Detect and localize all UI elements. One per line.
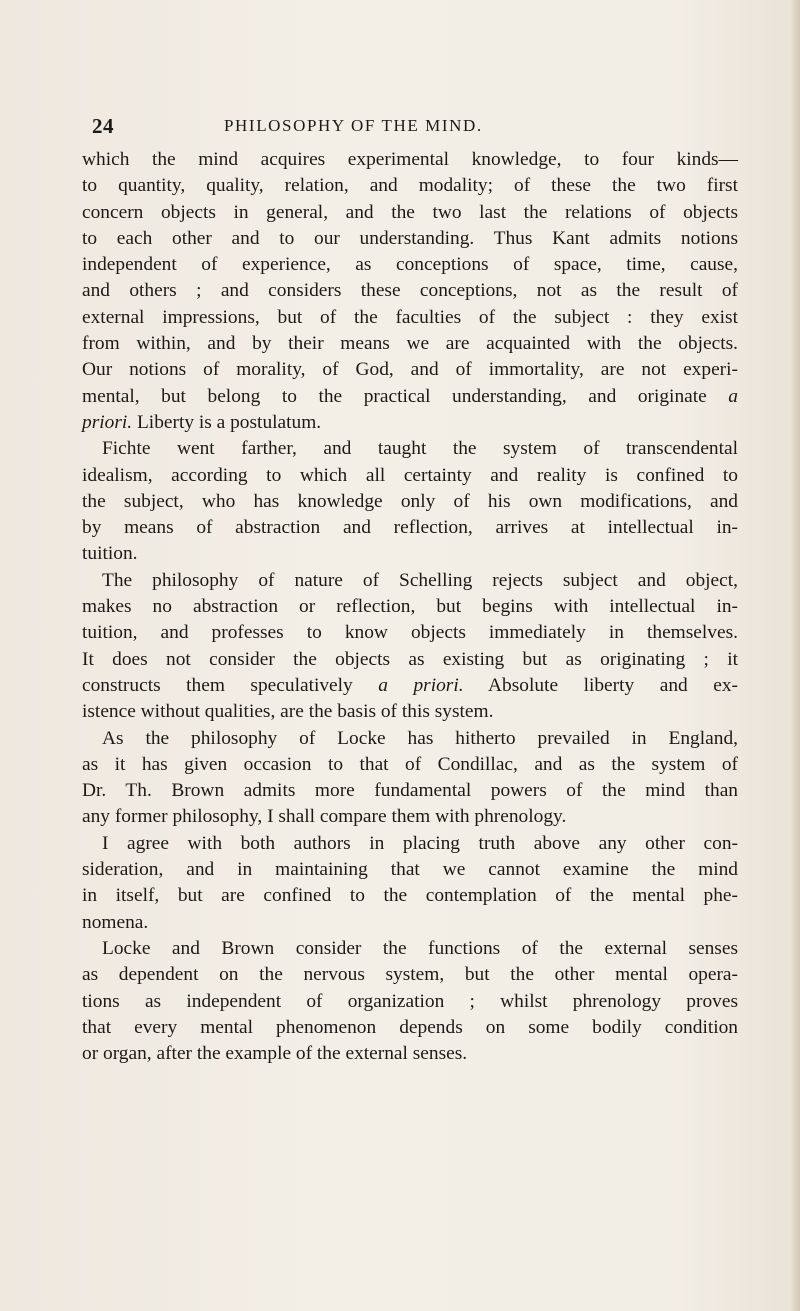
italic-text: a priori. xyxy=(378,674,464,696)
text-line xyxy=(82,752,738,778)
text-segment: to each other and to our understanding. Thus Kant admits notions xyxy=(82,227,738,249)
text-line xyxy=(82,436,738,462)
text-segment: external impressions, but of the faculties of the subject : they exist xyxy=(82,306,738,328)
text-line xyxy=(82,541,738,567)
text-line xyxy=(82,252,738,278)
text-line xyxy=(82,804,738,830)
text-segment: as it has given occasion to that of Condillac, and as the system of xyxy=(82,753,738,775)
text-segment: mental, but belong to the practical understanding, and originate xyxy=(82,385,729,407)
text-line xyxy=(82,384,738,410)
text-segment: tuition. xyxy=(82,543,138,565)
text-segment: Absolute liberty and ex- xyxy=(463,674,738,696)
text-line xyxy=(82,305,738,331)
text-segment: that every mental phenomenon depends on some bodily condition xyxy=(82,1016,738,1038)
text-segment: concern objects in general, and the two last the relations of objects xyxy=(82,201,738,223)
text-line xyxy=(82,331,738,357)
text-line xyxy=(82,699,738,725)
text-segment: Our notions of morality, of God, and of immortality, are not experi- xyxy=(82,359,738,381)
text-segment: which the mind acquires experimental knowledge, to four kinds— xyxy=(82,149,738,170)
text-line xyxy=(82,857,738,883)
text-line xyxy=(82,568,738,594)
text-line xyxy=(82,989,738,1015)
text-segment: istence without qualities, are the basis of this system. xyxy=(82,701,494,723)
text-segment: as dependent on the nervous system, but the other mental opera- xyxy=(82,964,738,986)
text-segment: Fichte went farther, and taught the system of transcendental xyxy=(102,438,738,460)
text-line xyxy=(82,200,738,226)
text-line xyxy=(82,357,738,383)
text-line xyxy=(82,647,738,673)
text-segment: and others ; and considers these conceptions, not as the result of xyxy=(82,280,738,302)
text-line xyxy=(82,673,738,699)
text-line xyxy=(82,962,738,988)
text-segment: As the philosophy of Locke has hitherto prevailed in England, xyxy=(102,727,738,749)
text-segment: It does not consider the objects as existing but as originating ; it xyxy=(82,648,738,670)
text-segment: by means of abstraction and reflection, arrives at intellectual in- xyxy=(82,517,738,539)
page-header xyxy=(92,114,732,140)
text-segment: idealism, according to which all certainty and reality is confined to xyxy=(82,464,738,486)
text-segment: to quantity, quality, relation, and modality; of these the two first xyxy=(82,175,738,197)
text-line xyxy=(82,1041,738,1067)
text-segment: sideration, and in maintaining that we cannot examine the mind xyxy=(82,859,738,881)
text-line xyxy=(82,936,738,962)
text-line xyxy=(82,226,738,252)
text-segment: I agree with both authors in placing truth above any other con- xyxy=(102,832,738,854)
page-edge-shadow xyxy=(790,0,800,1311)
text-segment: or organ, after the example of the external senses. xyxy=(82,1043,468,1065)
text-line xyxy=(82,463,738,489)
text-line xyxy=(82,1015,738,1041)
text-line xyxy=(82,173,738,199)
text-segment: any former philosophy, I shall compare them with phrenology. xyxy=(82,806,567,828)
text-segment: independent of experience, as conceptions of space, time, cause, xyxy=(82,254,738,276)
text-line xyxy=(82,489,738,515)
italic-text: a xyxy=(728,385,738,407)
text-line xyxy=(82,594,738,620)
text-line xyxy=(82,147,738,173)
text-line xyxy=(82,620,738,646)
text-line xyxy=(82,515,738,541)
text-segment: Liberty is a postulatum. xyxy=(132,411,322,433)
text-line xyxy=(82,278,738,304)
italic-text: priori. xyxy=(82,411,133,433)
text-line xyxy=(82,831,738,857)
text-segment: tuition, and professes to know objects immediately in themselves. xyxy=(82,622,738,644)
text-segment: makes no abstraction or reflection, but begins with intellectual in- xyxy=(82,596,738,618)
page-number: 24 xyxy=(92,114,114,138)
running-head: PHILOSOPHY OF THE MIND. xyxy=(224,116,483,135)
text-segment: Dr. Th. Brown admits more fundamental powers of the mind than xyxy=(82,780,738,802)
text-line xyxy=(82,778,738,804)
text-line xyxy=(82,910,738,936)
text-segment: in itself, but are confined to the contemplation of the mental phe- xyxy=(82,885,738,907)
text-segment: from within, and by their means we are acquainted with the objects. xyxy=(82,333,738,355)
text-segment: constructs them speculatively xyxy=(82,674,379,696)
text-segment: tions as independent of organization ; whilst phrenology proves xyxy=(82,990,738,1012)
text-line xyxy=(82,726,738,752)
text-segment: Locke and Brown consider the functions of the external senses xyxy=(102,937,738,959)
text-line xyxy=(82,883,738,909)
text-segment: nomena. xyxy=(82,911,149,933)
text-line xyxy=(82,410,738,436)
body-text xyxy=(82,147,738,1067)
text-segment: The philosophy of nature of Schelling rejects subject and object, xyxy=(102,569,738,591)
text-segment: the subject, who has knowledge only of his own modifications, and xyxy=(82,490,738,512)
